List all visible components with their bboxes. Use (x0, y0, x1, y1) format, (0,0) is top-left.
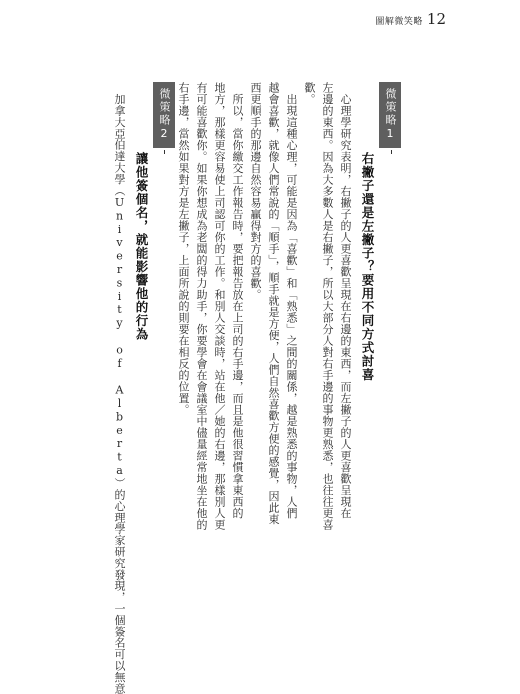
strategy-2-title: 讓他簽個名，就能影響他的行為 (134, 152, 149, 341)
strategy-1-line-8: 地方，那樣更容易使上司認可你的工作。和別人交談時，站在他／她的右邊，那樣別人更 (213, 82, 226, 531)
page-number: 12 (426, 10, 446, 28)
strategy-1-line-3: 歡。 (303, 82, 316, 105)
strategy-1-line-9: 有可能喜歡你。如果你想成為老闆的得力助手，你要學會在會議室中儘量經常地坐在他的 (195, 82, 208, 531)
strategy-1-title: 右撇子還是左撇子？要用不同方式討喜 (360, 152, 375, 382)
strategy-1-line-6: 西更順手的那邊自然容易贏得對方的喜歡。 (249, 82, 262, 301)
strategy-1-label-text: 微策略 (384, 88, 397, 127)
strategy-2-number: 2 (157, 127, 171, 142)
strategy-1-line-2: 左邊的東西。因為大多數人是右撇子，所以大部分人對右手邊的事物更熟悉，也往往更喜 (321, 82, 334, 531)
strategy-1-divider (391, 150, 392, 154)
running-header-title: 圖解微笑略 (375, 17, 423, 27)
strategy-2-divider (164, 150, 165, 154)
strategy-1-line-4: 出現這種心理，可能是因為「喜歡」和「熟悉」之間的關係，越是熟悉的事物，人們 (285, 82, 298, 519)
strategy-2-line-1: 加拿大亞伯達大學（University of Alberta）的心理學家研究發現，一個簽名可以無意 (113, 82, 126, 694)
strategy-1-line-5: 越會喜歡，就像人們常說的「順手」，順手就是方便，人們自然喜歡方便的感覺，因此東 (267, 82, 280, 525)
strategy-1-label (379, 82, 401, 148)
strategy-2-label (153, 82, 175, 148)
strategy-1-number: 1 (383, 127, 397, 142)
strategy-1-line-10: 右手邊，當然如果對方是左撇子，上面所說的則要在相反的位置。 (177, 82, 190, 416)
running-header (375, 10, 446, 28)
strategy-2-label-text: 微策略 (158, 88, 171, 127)
strategy-1-line-7: 所以，當你繳交工作報告時，要把報告放在上司的右手邊，而且是他很習慣拿東西的 (231, 82, 244, 519)
strategy-1-line-1: 心理學研究表明，右撇子的人更喜歡呈現在右邊的東西，而左撇子的人更喜歡呈現在 (339, 82, 352, 519)
